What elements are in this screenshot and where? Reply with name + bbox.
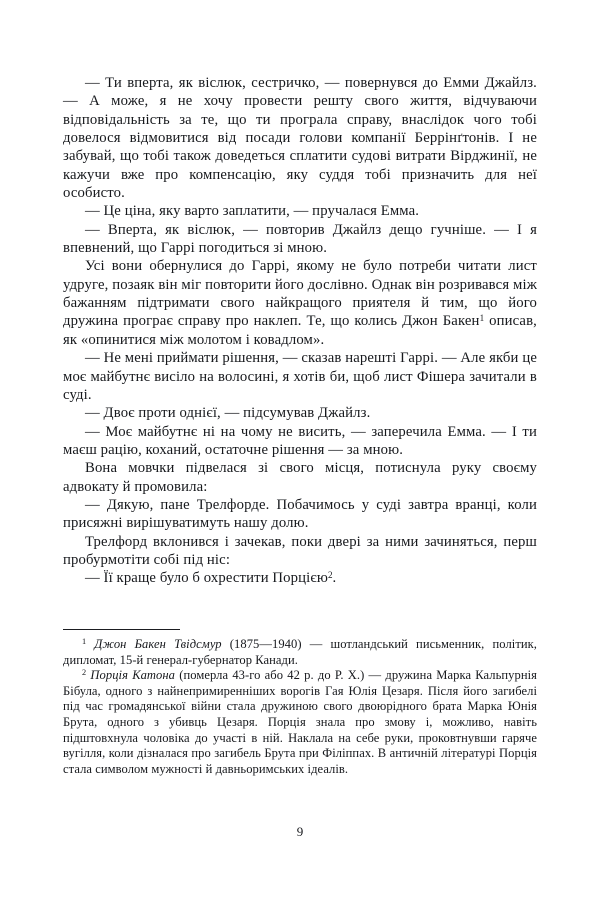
footnote-text: (1875—1940) — шотландський письменник, політик, дипломат, 15-й генерал-губернатор Канади. — [63, 637, 537, 667]
body-paragraph: — Моє майбутнє ні на чому не висить, — заперечила Емма. — І ти маєш рацію, коханий, остаточне рішення — за мною. — [63, 423, 537, 458]
body-paragraph: Трелфорд вклонився і зачекав, поки двері за ними зачиняться, перш пробурмотіти собі під ніс: — [63, 533, 537, 568]
footnote-entry — [63, 637, 537, 668]
footnote-marker: 2 — [82, 668, 87, 678]
footnote-reference[interactable]: 1 — [479, 313, 485, 324]
footnote-term: Порція Катона — [90, 668, 176, 683]
footnote-reference[interactable]: 2 — [327, 570, 333, 581]
body-paragraph: Вона мовчки підвелася зі свого місця, потиснула руку своєму адвокату й промовила: — [63, 460, 537, 495]
body-paragraph: — Двоє проти однієї, — підсумував Джайлз. — [85, 405, 371, 422]
page-number: 9 — [296, 824, 304, 839]
footnote-term: Джон Бакен Твідсмур — [94, 637, 222, 651]
body-paragraph: — Дякую, пане Трелфорде. Побачимось у суді завтра вранці, коли присяжні вирішуватимуть нашу долю. — [63, 496, 537, 532]
body-text-block — [63, 74, 537, 588]
footnote-marker: 1 — [82, 637, 87, 647]
footnote-section — [63, 629, 537, 777]
body-paragraph: — Її краще було б охрестити Порцією$^2$. — [85, 570, 337, 587]
body-paragraph: — Це ціна, яку варто заплатити, — пручалася Емма. — [85, 203, 420, 220]
body-paragraph: — Не мені приймати рішення, — сказав нарешті Гаррі. — Але якби це моє майбутнє висіло на волосині, я хотів би, щоб лист Фішера зачитали в суді. — [63, 350, 537, 403]
footnote-text: (померла 43-го або 42 р. до Р. Х.) — дружина Марка Кальпурнія Бібула, одного з найнепримиренніших ворогів Гая Юлія Цезаря. Після його загибелі під час громадянської війни стала дружиною свого двоюрідного брата Марка Юнія Брута, одного з убивць Цезаря. Порція знала про змову і, можливо, навіть підштовхнула чоловіка до участі в ній. Наклала на себе руки, проковтнувши гаряче вугілля, коли дізналася про загибель Брута при Філіппах. В античній літературі Порція стала символом мужності й давньоримських ідеалів. — [63, 668, 538, 776]
body-paragraph: — Вперта, як віслюк, — повторив Джайлз дещо гучніше. — І я впевнений, що Гаррі погодиться зі мною. — [63, 221, 537, 257]
body-paragraph: — Ти вперта, як віслюк, сестричко, — повернувся до Емми Джайлз. — А може, я не хочу провести решту свого життя, відчуваючи відповідальність за те, що ти програла справу, внаслідок чого тобі довелося відмовитися від посади голови компанії Беррінґтонів. І не забувай, що тобі також доведеться сплатити судові витрати Вірджинії, не кажучи вже про компенсацію, яку суддя тобі призначить для неї особисто. — [63, 75, 537, 202]
footnote-entry — [63, 668, 537, 777]
body-paragraph: Усі вони обернулися до Гаррі, якому не було потреби читати лист удруге, позаяк він міг повторити його дослівно. Однак він розривався між бажанням підтримати свого найкращого приятеля й тим, що його дружина програє справу про наклеп. Те, що колись Джон Бакен$^1$ описав, як «опинитися між молотом і ковадлом». — [63, 258, 537, 348]
footnote-separator-rule — [63, 629, 180, 630]
